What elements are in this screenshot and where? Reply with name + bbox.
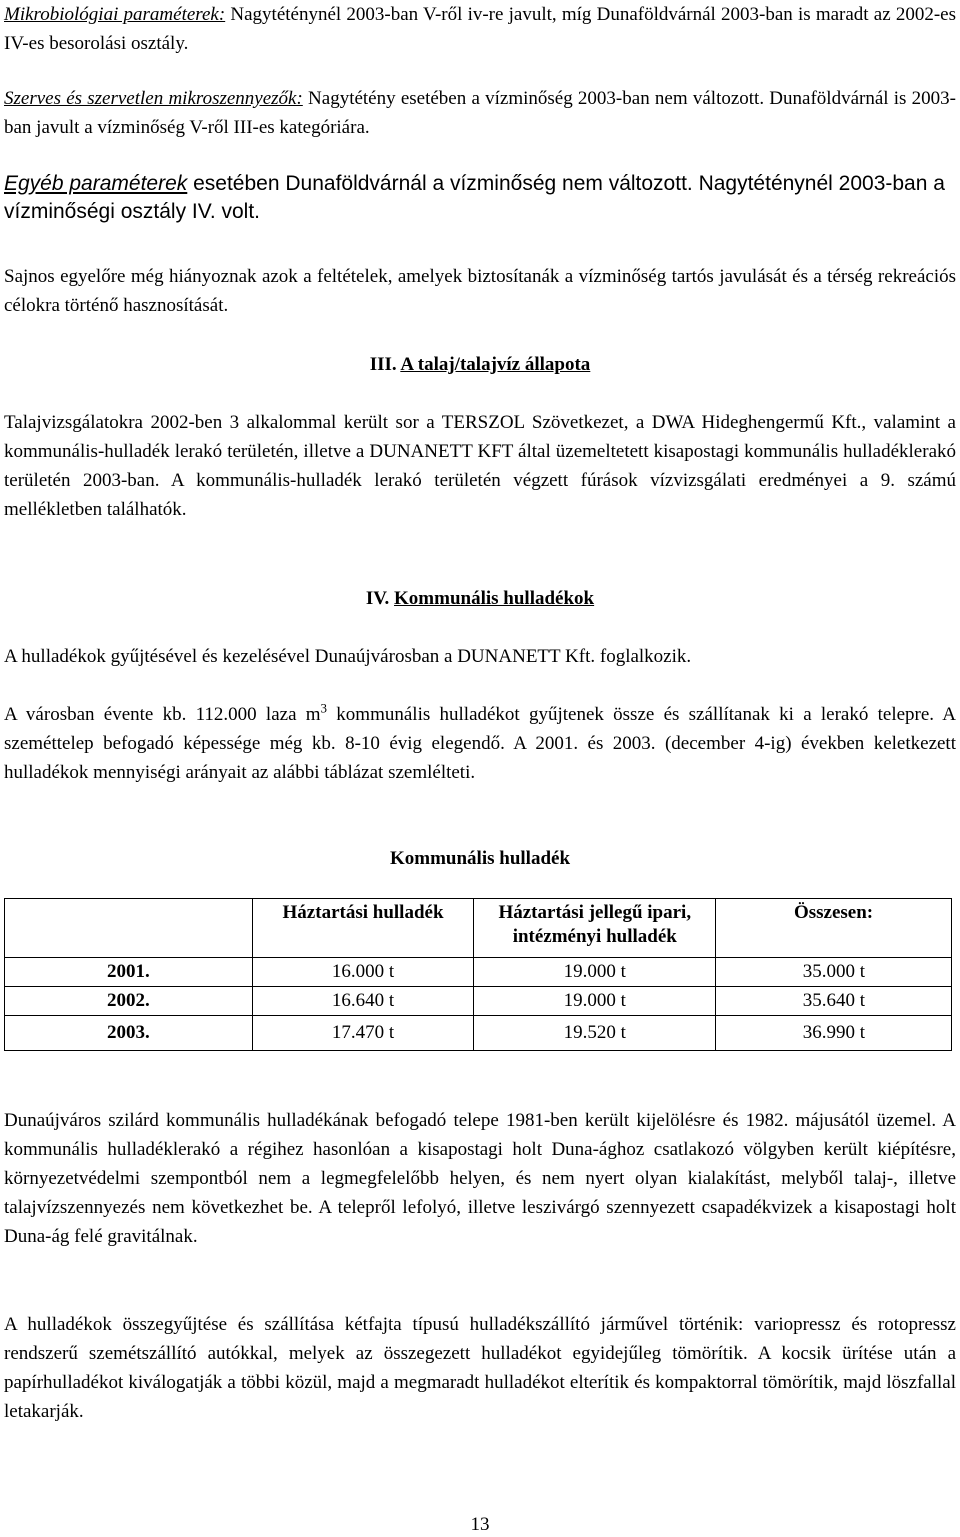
heading-soil-groundwater <box>0 350 960 379</box>
table-header-year <box>5 899 253 958</box>
table-row <box>5 1016 952 1051</box>
text-other-parameters: esetében Dunaföldvárnál a vízminőség nem változott. Nagytéténynél 2003-ban a vízminőségi osztály IV. volt. <box>4 172 945 223</box>
paragraph-waste-transport: A hulladékok összegyűjtése és szállítása kétfajta típusú hulladékszállító járművel történik: variopressz és rotopressz rendszerű szemétszállító autókkal, melyek az összegezett hulladékot egyidejűleg tömörítik. A kocsik ürítése után a papírhulladékot kiválogatják a többi közül, majd a megmaradt hulladékot elterítik és kompaktorral tömörítik, majd löszfallal letakarják. <box>4 1314 956 1422</box>
table-cell-year: 2003. <box>5 1016 253 1051</box>
text-microbiological: Nagytéténynél 2003-ban V-ről iv-re javult, míg Dunaföldvárnál 2003-ban is maradt az 2002-es IV-es besorolási osztály. <box>4 4 956 54</box>
page-number: 13 <box>470 1514 490 1535</box>
text-micropollutants: Nagytétény esetében a vízminőség 2003-ban nem változott. Dunaföldvárnál is 2003-ban javult a vízminőség V-ről III-es kategóriára. <box>4 88 956 138</box>
paragraph-conditions: Sajnos egyelőre még hiányoznak azok a feltételek, amelyek biztosítanák a vízminőség tartós javulását és a térség rekreációs célokra történő hasznosítását. <box>4 266 956 316</box>
table-header-household: Háztartási hulladék <box>252 899 474 958</box>
table-cell-year: 2002. <box>5 987 253 1016</box>
table-cell-industrial: 19.000 t <box>474 958 716 987</box>
table-cell-household: 16.640 t <box>252 987 474 1016</box>
table-cell-industrial: 19.000 t <box>474 987 716 1016</box>
label-other-parameters: Egyéb paraméterek <box>4 172 188 195</box>
paragraph-waste-collection: A hulladékok gyűjtésével és kezelésével Dunaújvárosban a DUNANETT Kft. foglalkozik. <box>4 646 692 667</box>
label-microbiological: Mikrobiológiai paraméterek: <box>4 4 226 25</box>
heading-waste-title: Kommunális hulladékok <box>394 588 595 609</box>
table-cell-household: 17.470 t <box>252 1016 474 1051</box>
table-header-total: Összesen: <box>716 899 952 958</box>
paragraph-micropollutants <box>4 84 956 142</box>
table-cell-industrial: 19.520 t <box>474 1016 716 1051</box>
table-header-row <box>5 899 952 958</box>
paragraph-landfill-history: Dunaújváros szilárd kommunális hulladékának befogadó telepe 1981-ben került kijelölésre és 1982. májusától üzemel. A kommunális hulladéklerakó a régihez hasonlóan a kisapostagi holt Duna-ághoz csatlakozó völgyben került kiépítésre, környezetvédelmi szempontból nem a legmegfelelőbb helyen, és nem nyert olyan kialakítást, melyből talaj-, illetve talajvízszennyezés nem következhet be. A telepről lefolyó, illetve leszivárgó szennyezett csapadékvizek a kisapostagi holt Duna-ág felé gravitálnak. <box>4 1110 956 1247</box>
text-waste-quantity-start: A városban évente kb. 112.000 laza m <box>4 704 321 725</box>
waste-table <box>4 898 952 1051</box>
paragraph-other-parameters <box>4 170 956 226</box>
table-title: Kommunális hulladék <box>389 848 571 869</box>
heading-municipal-waste <box>0 584 960 613</box>
table-header-industrial: Háztartási jellegű ipari, intézményi hulladék <box>474 899 716 958</box>
paragraph-soil-tests: Talajvizsgálatokra 2002-ben 3 alkalommal került sor a TERSZOL Szövetkezet, a DWA Hideghengermű Kft., valamint a kommunális-hulladék lerakó területén, illetve a DUNANETT KFT által üzemeltetett kisapostagi kommunális hulladéklerakó területén 2003-ban. A kommunális-hulladék lerakó területén végzett fúrások vízvizsgálati eredményei a 9. számú mellékletben találhatók. <box>4 412 956 520</box>
table-cell-total: 35.000 t <box>716 958 952 987</box>
table-row <box>5 958 952 987</box>
table-row <box>5 987 952 1016</box>
text-waste-quantity-end: kommunális hulladékot gyűjtenek össze és szállítanak ki a lerakó telepre. A szeméttelep befogadó képessége még kb. 8-10 évig elegendő. A 2001. és 2003. (december 4-ig) években keletkezett hulladékok mennyiségi arányait az alábbi táblázat szemlélteti. <box>4 704 956 783</box>
superscript-cubic: 3 <box>320 700 328 716</box>
table-cell-year: 2001. <box>5 958 253 987</box>
heading-waste-number: IV. <box>365 588 390 609</box>
paragraph-waste-quantity <box>4 700 956 787</box>
heading-soil-number: III. <box>369 354 397 375</box>
label-micropollutants: Szerves és szervetlen mikroszennyezők: <box>4 88 303 109</box>
table-cell-total: 36.990 t <box>716 1016 952 1051</box>
table-cell-household: 16.000 t <box>252 958 474 987</box>
paragraph-microbiological <box>4 0 956 58</box>
table-cell-total: 35.640 t <box>716 987 952 1016</box>
heading-soil-title: A talaj/talajvíz állapota <box>400 354 591 375</box>
